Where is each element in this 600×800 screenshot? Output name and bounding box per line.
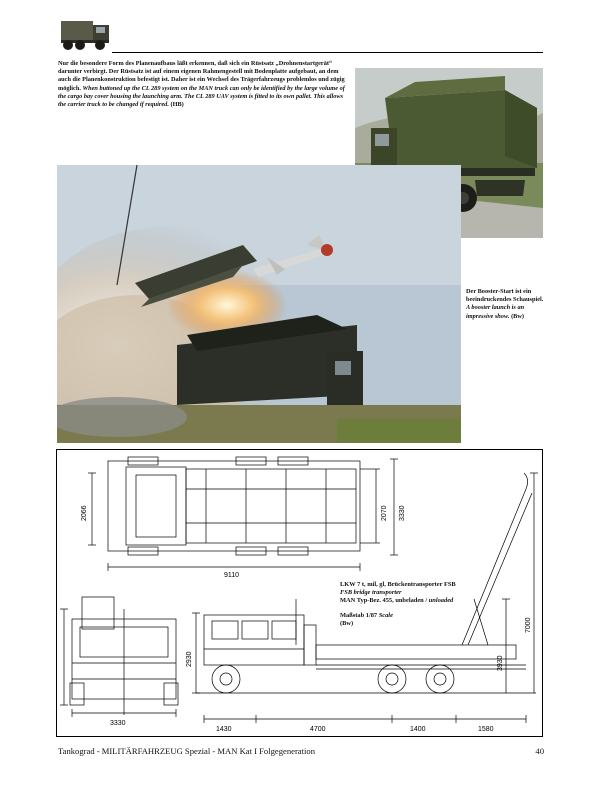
caption-top-english: When buttoned up the CL 289 system on the MAN truck can only be identified by the large volume of the cargo bay cover housing the launching arm. The CL 289 UAV system is fitted to its own pallet. This allows the carrier truck to be changed if required.: [58, 84, 345, 109]
legend-credit: (Bw): [340, 619, 354, 627]
dim-seg2: 4700: [310, 726, 326, 733]
legend-line2: FSB bridge transporter: [340, 589, 402, 597]
top-view: [88, 457, 398, 571]
caption-top: [58, 60, 348, 109]
caption-launch-credit: (Bw): [511, 312, 525, 320]
page-number: 40: [535, 746, 544, 756]
dim-side-height: 2930: [186, 651, 193, 667]
front-view: [60, 597, 178, 717]
caption-top-credit: (HB): [170, 101, 184, 109]
header-truck-icon: [58, 13, 114, 53]
caption-launch-english: A booster launch is an impressive show.: [466, 304, 525, 320]
dim-seg4: 1580: [478, 726, 494, 733]
drawing-legend: [340, 581, 470, 628]
dim-top-width: 2066: [81, 505, 88, 521]
footer-title: Tankograd - MILITÄRFAHRZEUG Spezial - MAN Kat I Folgegeneration: [58, 746, 315, 756]
dim-rear-height: 3930: [497, 655, 504, 671]
caption-launch-german: Der Booster-Start ist ein beeindruckendes Schauspiel.: [466, 288, 544, 304]
dim-seg1: 1430: [216, 726, 232, 733]
dim-seg3: 1400: [410, 726, 426, 733]
dim-top-inner: 2070: [381, 505, 388, 521]
dim-front-width: 3330: [110, 720, 126, 727]
legend-line3: MAN Typ-Bez. 455, unbeladen / unloaded: [340, 597, 454, 605]
legend-scale: Maßstab 1/87 Scale: [340, 611, 393, 619]
dim-arm-height: 7000: [525, 617, 532, 633]
legend-line1: LKW 7 t, mil, gl, Brückentransporter FSB: [340, 581, 456, 588]
dim-top-length: 9110: [224, 572, 240, 579]
dim-top-total: 3330: [399, 505, 406, 521]
caption-launch: [466, 288, 546, 321]
header-rule: [112, 52, 543, 53]
caption-top-german: Nur die besondere Form des Planenaufbaus läßt erkennen, daß sich ein Rüstsatz „Drohnenstartgerät“ darunter verbirgt. Der Rüstsatz ist auf einem eigenen Rahmengestell mit Bodenplatte aufgebaut, an dem auch die Planenkonstruktion befestigt ist. Daher ist ein Wechsel des Trägerfahrzeugs problemlos und zügig möglich.: [58, 60, 345, 92]
launch-photo: [57, 165, 461, 443]
